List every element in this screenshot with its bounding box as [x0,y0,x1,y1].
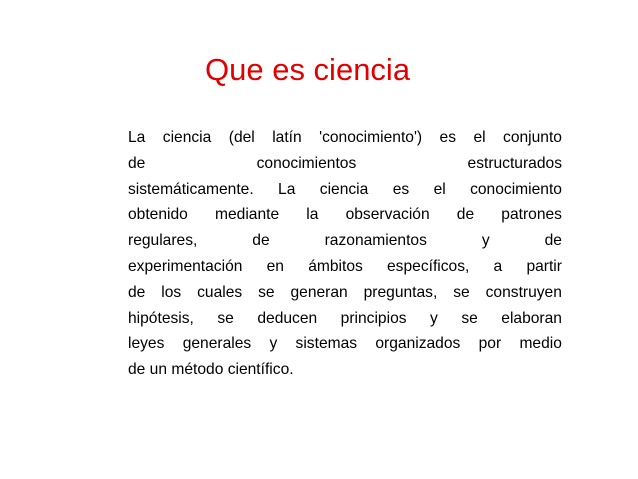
paragraph-word: de [544,232,562,250]
paragraph-word: se [217,309,234,327]
paragraph-word: se [258,283,275,301]
paragraph-word: conocimientos [256,154,357,172]
paragraph-word: partir [526,257,562,275]
paragraph-word: experimentación [128,257,243,275]
paragraph-word: mediante [214,206,280,224]
paragraph-word: patrones [501,206,562,224]
paragraph-word: La [278,180,296,198]
slide-title: Que es ciencia [205,52,411,87]
paragraph-line [128,357,562,383]
paragraph-line [128,125,562,151]
paragraph-word: principios [340,309,407,327]
paragraph-word: y [430,309,438,327]
paragraph-word: generan [290,283,348,301]
paragraph-word: 'conocimiento') [319,129,423,146]
paragraph-word: generales [182,335,252,353]
paragraph-word: preguntas, [363,283,438,301]
paragraph-word: se [461,309,478,327]
paragraph-word: elaboran [501,309,562,327]
paragraph-word: ciencia [319,180,369,198]
paragraph-line [128,254,562,280]
paragraph-word: medio [519,335,562,353]
paragraph-line [128,202,562,228]
paragraph-word: específicos, [387,257,470,275]
paragraph-line [128,177,562,203]
paragraph-word: sistemas [295,335,358,353]
paragraph-word: de [456,206,475,224]
paragraph-word: obtenido [128,206,188,224]
paragraph-line [128,280,562,306]
paragraph-word: y [269,335,278,353]
paragraph-word: conjunto [503,129,562,146]
paragraph-word: (del [228,129,255,146]
paragraph-word: se [453,283,470,301]
paragraph-word: sistemáticamente. [128,180,254,198]
paragraph-word: deducen [257,309,318,327]
paragraph-word: por [478,335,502,353]
paragraph-word: latín [272,129,302,146]
paragraph-word: a [493,257,503,275]
paragraph-word: ámbitos [308,257,363,275]
paragraph-line [128,151,562,177]
paragraph-word: leyes [128,335,165,353]
paragraph-word: de [128,154,146,172]
paragraph-word: ciencia [162,129,212,146]
paragraph-word: cuales [197,283,243,301]
paragraph-line [128,331,562,357]
paragraph-word: el [433,180,446,198]
paragraph-word: organizados [375,335,461,353]
paragraph-word: la [306,206,319,224]
body-paragraph [128,125,562,383]
paragraph-word: es [439,129,457,146]
paragraph-word: construyen [485,283,562,301]
paragraph-word: y [481,232,490,250]
paragraph-word: los [161,283,182,301]
paragraph-word: de [128,283,146,301]
paragraph-word: es [392,180,410,198]
paragraph-word: regulares, [128,232,198,250]
paragraph-word: estructurados [467,154,562,172]
paragraph-word: La [128,129,146,146]
paragraph-word: el [473,129,486,146]
paragraph-word: de un método científico. [128,361,294,379]
paragraph-line [128,228,562,254]
paragraph-word: conocimiento [470,180,562,198]
paragraph-word: de [252,232,270,250]
paragraph-word: hipótesis, [128,309,194,327]
paragraph-word: razonamientos [324,232,427,250]
paragraph-word: observación [345,206,430,224]
paragraph-line [128,306,562,332]
paragraph-word: en [266,257,284,275]
